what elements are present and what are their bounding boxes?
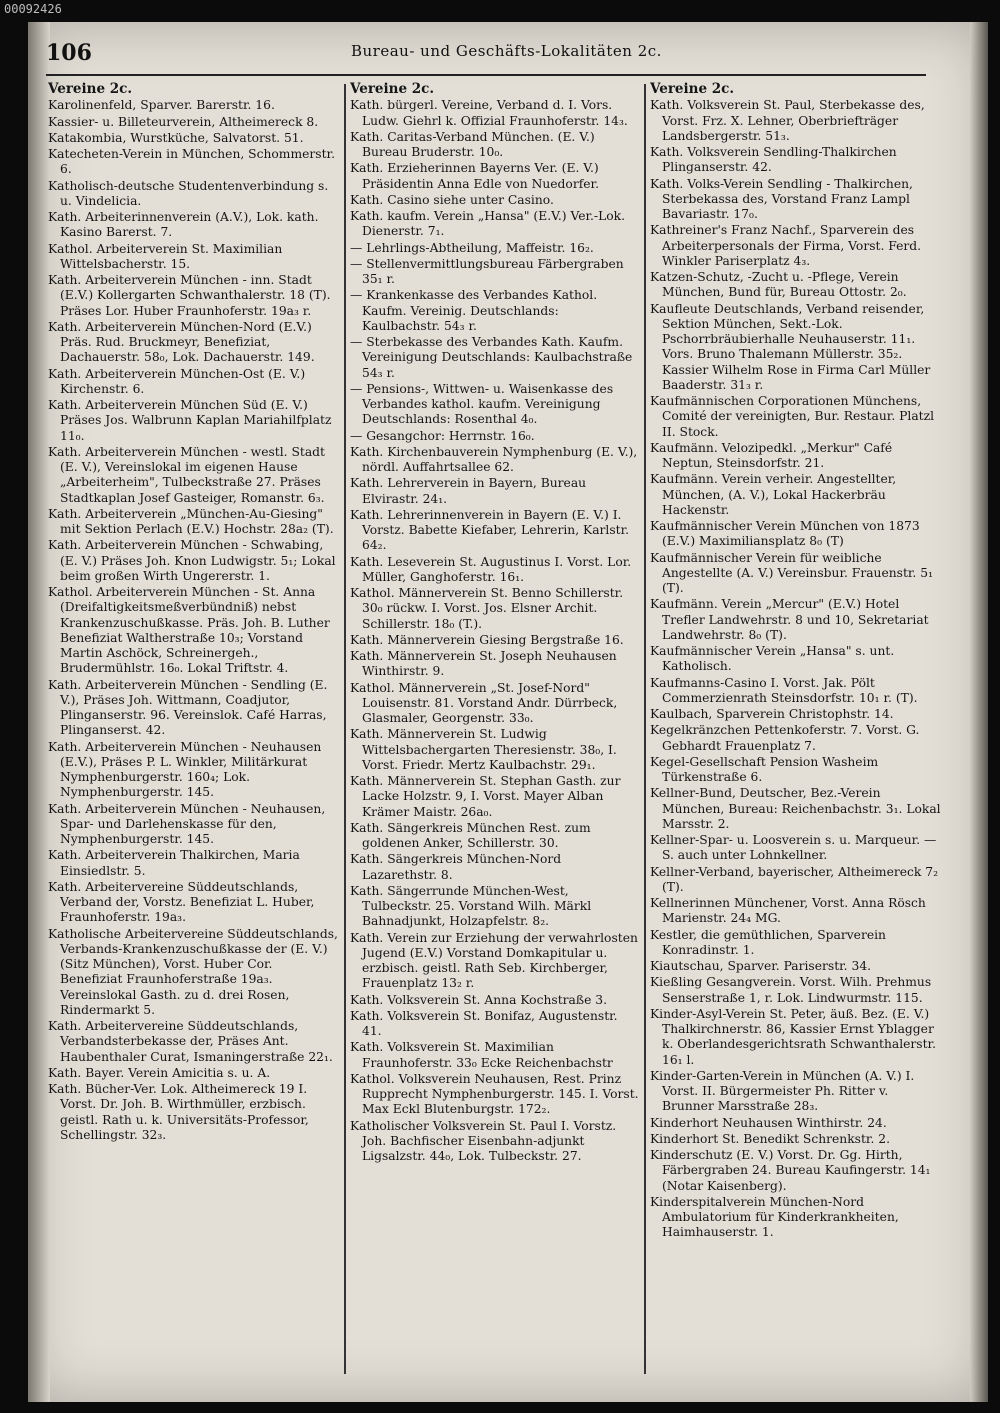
directory-entry: Kath. Männerverein St. Joseph Neuhausen Winthirstr. 9. (350, 649, 617, 679)
directory-entry: Kaufmänn. Verein verheir. Angestellter, München, (A. V.), Lokal Hackerbräu Hackenstr. (650, 472, 897, 517)
directory-entry: Kassier- u. Billeteurverein, Altheimereck 8. (48, 114, 319, 129)
directory-entry: Kath. Arbeiterverein „München-Au-Giesing" mit Sektion Perlach (E.V.) Hochstr. 28a₂ (T). (48, 506, 334, 536)
column-1 (48, 82, 338, 1372)
directory-entry: Kathol. Arbeiterverein St. Maximilian Wittelsbacherstr. 15. (48, 241, 283, 271)
directory-entry: Kath. Arbeiterverein München - Sendling (E. V.), Präses Joh. Wittmann, Coadjutor, Plinganserstr. 96. Vereinslok. Café Harras, Plinganserst. 42. (48, 677, 328, 738)
header-rule (46, 74, 926, 76)
directory-entry: Kath. Arbeiterverein München - westl. Stadt (E. V.), Vereinslokal im eigenen Hause „Arbeiterheim", Tulbeckstraße 27. Präses Stadtkaplan Josef Gasteiger, Romanstr. 6₃. (48, 444, 325, 505)
directory-entry: Kath. Volksverein St. Paul, Sterbekasse des, Vorst. Frz. X. Lehner, Oberbriefträger Landsbergerstr. 51₃. (650, 98, 925, 143)
directory-entry: Kaufmännischen Corporationen Münchens, Comité der vereinigten, Bur. Restaur. Platzl II. Stock. (650, 394, 935, 439)
column-heading: Vereine 2c. (350, 82, 435, 97)
directory-entry: Kath. Bücher-Ver. Lok. Altheimereck 19 I. Vorst. Dr. Joh. B. Wirthmüller, erzbisch. geistl. Rath u. k. Universitäts-Professor, Schellingstr. 32₃. (48, 1082, 309, 1142)
book-spine-shadow (28, 22, 50, 1402)
directory-entry: Kath. Volksverein St. Bonifaz, Augustenstr. 41. (350, 1008, 618, 1038)
directory-entry: Kinderspitalverein München-Nord Ambulatorium für Kinderkrankheiten, Haimhauserstr. 1. (650, 1194, 899, 1240)
directory-entry: — Pensions-, Wittwen- u. Waisenkasse des Verbandes kathol. kaufm. Vereinigung Deutschlands: Rosenthal 4₀. (350, 381, 614, 427)
entry-list (48, 98, 338, 1143)
directory-entry: Kegel-Gesellschaft Pension Washeim Türkenstraße 6. (650, 754, 879, 784)
entry-list (650, 98, 942, 1240)
directory-entry: Kaufmännischer Verein München von 1873 (E.V.) Maximiliansplatz 8₀ (T) (650, 519, 920, 549)
directory-entry: Katzen-Schutz, -Zucht u. -Pflege, Verein München, Bund für, Bureau Ottostr. 2₀. (650, 270, 907, 300)
directory-entry: Kath. Arbeiterverein München - Neuhausen (E.V.), Präses P. L. Winkler, Militärkurat Nymphenburgerstr. 160₄; Lok. Nymphenburgerstr. 145. (48, 739, 322, 800)
directory-entry: Katholisch-deutsche Studentenverbindung s. u. Vindelicia. (48, 178, 329, 208)
directory-entry: Kath. Arbeiterverein Thalkirchen, Maria Einsiedlstr. 5. (48, 848, 300, 878)
page-edge-strip (970, 22, 988, 1402)
directory-entry: Kath. Männerverein St. Ludwig Wittelsbachergarten Theresienstr. 38₀, I. Vorst. Friedr. Mertz Kaulbachstr. 29₁. (350, 727, 617, 772)
directory-entry: Kath. Arbeiterverein München - Neuhausen, Spar- und Darlehenskasse für den, Nymphenburgerstr. 145. (48, 801, 326, 846)
directory-entry: Kathol. Männerverein „St. Josef-Nord" Louisenstr. 81. Vorstand Andr. Dürrbeck, Glasmaler, Georgenstr. 33₀. (350, 680, 618, 725)
directory-entry: — Gesangchor: Herrnstr. 16₀. (350, 428, 535, 443)
directory-entry: Katholische Arbeitervereine Süddeutschlands, Verbands-Krankenzuschußkasse der (E. V.) (Sitz München), Vorst. Huber Cor. Benefiziat Fraunhoferstraße 19a₃. Vereinslokal Gasth. zu d. drei Rosen, Rindermarkt 5. (48, 926, 338, 1017)
directory-entry: Kathol. Arbeiterverein München - St. Anna (Dreifaltigkeitsmeßverbündniß) nebst Krankenzuschußkasse. Präs. Joh. B. Luther Benefiziat Waltherstraße 10₃; Vorstand Martin Aschöck, Schreinergeh., Brudermühlstr. 16₀. Lokal Triftstr. 4. (48, 585, 330, 676)
directory-entry: Kath. Volksverein St. Anna Kochstraße 3. (350, 992, 607, 1007)
page-number: 106 (46, 40, 92, 66)
directory-entry: Kath. Männerverein St. Stephan Gasth. zur Lacke Holzstr. 9, I. Vorst. Mayer Alban Krämer Maistr. 26a₀. (350, 774, 621, 819)
directory-entry: Kath. Leseverein St. Augustinus I. Vorst. Lor. Müller, Ganghoferstr. 16₁. (350, 554, 632, 584)
column-3 (650, 82, 942, 1372)
directory-entry: Kath. Verein zur Erziehung der verwahrlosten Jugend (E.V.) Vorstand Domkapitular u. erzbisch. geistl. Rath Seb. Kirchberger, Frauenplatz 13₂ r. (350, 930, 638, 991)
directory-entry: Kinderschutz (E. V.) Vorst. Dr. Gg. Hirth, Färbergraben 24. Bureau Kaufingerstr. 14₁ (Notar Kaisenberg). (650, 1148, 931, 1193)
directory-entry: Kinderhort St. Benedikt Schrenkstr. 2. (650, 1131, 891, 1146)
directory-entry: Kath. Caritas-Verband München. (E. V.) Bureau Bruderstr. 10₀. (350, 129, 595, 159)
directory-entry: Kath. Männerverein Giesing Bergstraße 16. (350, 632, 624, 647)
column-2 (350, 82, 640, 1372)
scan-id: 00092426 (4, 2, 62, 16)
directory-entry: Kaufmanns-Casino I. Vorst. Jak. Pölt Commerzienrath Steinsdorfstr. 10₁ r. (T). (650, 675, 918, 705)
directory-entry: Kaufmänn. Velozipedkl. „Merkur" Café Neptun, Steinsdorfstr. 21. (650, 440, 893, 470)
directory-entry: — Krankenkasse des Verbandes Kathol. Kaufm. Vereinig. Deutschlands: Kaulbachstr. 54₃ r. (350, 288, 598, 333)
directory-entry: Katecheten-Verein in München, Schommerstr. 6. (48, 147, 335, 177)
directory-entry: Kath. bürgerl. Vereine, Verband d. I. Vors. Ludw. Giehrl k. Offizial Fraunhoferstr. 14₃. (350, 98, 628, 128)
directory-entry: — Sterbekasse des Verbandes Kath. Kaufm. Vereinigung Deutschlands: Kaulbachstraße 54₃ r. (350, 335, 633, 380)
directory-entry: Kath. Sängerkreis München Rest. zum goldenen Anker, Schillerstr. 30. (350, 820, 591, 850)
directory-entry: Kath. Arbeiterverein München-Ost (E. V.) Kirchenstr. 6. (48, 366, 306, 396)
directory-entry: Kiautschau, Sparver. Pariserstr. 34. (650, 959, 872, 973)
directory-entry: Kaufleute Deutschlands, Verband reisender, Sektion München, Sekt.-Lok. Pschorrbräubierhalle Neuhauserstr. 11₁. Vors. Bruno Thalemann Müllerstr. 35₂. Kassier Wilhelm Rose in Firma Carl Müller Baaderstr. 31₃ r. (650, 301, 931, 392)
directory-entry: Kath. kaufm. Verein „Hansa" (E.V.) Ver.-Lok. Dienerstr. 7₁. (350, 209, 626, 239)
directory-entry: Kegelkränzchen Pettenkoferstr. 7. Vorst. G. Gebhardt Frauenplatz 7. (650, 723, 920, 753)
column-divider (344, 84, 346, 1374)
directory-entry: Kellner-Verband, bayerischer, Altheimereck 7₂ (T). (650, 864, 939, 894)
directory-entry: Katakombia, Wurstküche, Salvatorst. 51. (48, 130, 304, 145)
directory-entry: Kathol. Männerverein St. Benno Schillerstr. 30₀ rückw. I. Vorst. Jos. Elsner Archit. Schillerstr. 18₀ (T.). (350, 586, 624, 631)
directory-entry: Kinder-Garten-Verein in München (A. V.) I. Vorst. II. Bürgermeister Ph. Ritter v. Brunner Marsstraße 28₃. (650, 1068, 915, 1114)
directory-entry: Kathol. Volksverein Neuhausen, Rest. Prinz Rupprecht Nymphenburgerstr. 145. I. Vorst. Max Eckl Blutenburgstr. 172₂. (350, 1071, 639, 1117)
directory-entry: Kaufmänn. Verein „Mercur" (E.V.) Hotel Trefler Landwehrstr. 8 und 10, Sekretariat Landwehrstr. 8₀ (T). (650, 597, 929, 642)
directory-entry: Katholischer Volksverein St. Paul I. Vorstz. Joh. Bachfischer Eisenbahn-adjunkt Ligsalzstr. 44₀, Lok. Tulbeckstr. 27. (350, 1118, 617, 1163)
directory-entry: Kath. Arbeiterinnenverein (A.V.), Lok. kath. Kasino Barerst. 7. (48, 210, 319, 240)
directory-entry: Kath. Kirchenbauverein Nymphenburg (E. V.), nördl. Auffahrtsallee 62. (350, 444, 638, 474)
directory-entry: Kath. Bayer. Verein Amicitia s. u. A. (48, 1065, 271, 1080)
directory-entry: Kathreiner's Franz Nachf., Sparverein des Arbeiterpersonals der Firma, Vorst. Ferd. Winkler Pariserplatz 4₃. (650, 223, 922, 268)
directory-entry: Karolinenfeld, Sparver. Barerstr. 16. (48, 98, 275, 113)
directory-entry: Kath. Arbeitervereine Süddeutschlands, Verbandsterbekasse der, Präses Ant. Haubenthaler Curat, Ismaningerstraße 22₁. (48, 1019, 333, 1064)
directory-entry: Kießling Gesangverein. Vorst. Wilh. Prehmus Senserstraße 1, r. Lok. Lindwurmstr. 115. (650, 975, 932, 1005)
directory-entry: Kath. Arbeiterverein München - Schwabing, (E. V.) Präses Joh. Knon Ludwigstr. 5₁; Lokal beim großen Wirth Ungererstr. 1. (48, 538, 336, 583)
directory-entry: Kaulbach, Sparverein Christophstr. 14. (650, 707, 894, 721)
entry-list (350, 98, 640, 1164)
column-heading: Vereine 2c. (650, 82, 735, 97)
directory-entry: Kath. Volksverein Sendling-Thalkirchen Plinganserstr. 42. (650, 145, 897, 175)
directory-entry: Kath. Erzieherinnen Bayerns Ver. (E. V.) Präsidentin Anna Edle von Nuedorfer. (350, 161, 599, 191)
directory-entry: Kinderhort Neuhausen Winthirstr. 24. (650, 1115, 887, 1130)
directory-entry: Kath. Casino siehe unter Casino. (350, 192, 554, 207)
directory-entry: — Lehrlings-Abtheilung, Maffeistr. 16₂. (350, 240, 594, 255)
directory-entry: Kinder-Asyl-Verein St. Peter, äuß. Bez. (E. V.) Thalkirchnerstr. 86, Kassier Ernst Yblagger k. Oberlandesgerichtsrath Schwanthalerstr. 16₁ l. (650, 1006, 936, 1067)
column-heading: Vereine 2c. (48, 82, 133, 97)
page-header (46, 40, 926, 72)
column-divider (644, 84, 646, 1374)
directory-entry: Kath. Sängerkreis München-Nord Lazarethstr. 8. (350, 852, 562, 882)
directory-entry: Kestler, die gemüthlichen, Sparverein Konradinstr. 1. (650, 927, 886, 957)
directory-entry: Kath. Sängerrunde München-West, Tulbeckstr. 25. Vorstand Wilh. Märkl Bahnadjunkt, Holzapfelstr. 8₂. (350, 883, 592, 929)
directory-entry: Kath. Arbeiterverein München-Nord (E.V.) Präs. Rud. Bruckmeyr, Benefiziat, Dachauerstr. 58₀, Lok. Dachauerstr. 149. (48, 319, 315, 365)
directory-entry: Kath. Arbeiterverein München - inn. Stadt (E.V.) Kollergarten Schwanthalerstr. 18 (T). Präses Lor. Huber Fraunhoferstr. 19a₃ r. (48, 273, 331, 318)
directory-entry: Kath. Volks-Verein Sendling - Thalkirchen, Sterbekassa des, Vorstand Franz Lampl Bavariastr. 17₀. (650, 176, 913, 221)
directory-entry: Kath. Arbeitervereine Süddeutschlands, Verband der, Vorstz. Benefiziat L. Huber, Fraunhoferstr. 19a₃. (48, 879, 315, 925)
directory-entry: Kellnerinnen Münchener, Vorst. Anna Rösch Marienstr. 24₄ MG. (650, 896, 926, 926)
directory-entry: Kellner-Spar- u. Loosverein s. u. Marqueur. — S. auch unter Lohnkellner. (650, 833, 937, 863)
directory-entry: Kath. Volksverein St. Maximilian Fraunhoferstr. 33₀ Ecke Reichenbachstr (350, 1040, 613, 1070)
directory-entry: Kath. Lehrerinnenverein in Bayern (E. V.) I. Vorstz. Babette Kiefaber, Lehrerin, Karlstr. 64₂. (350, 507, 630, 553)
running-head: Bureau- und Geschäfts-Lokalitäten 2c. (351, 42, 662, 60)
directory-entry: Kaufmännischer Verein für weibliche Angestellte (A. V.) Vereinsbur. Frauenstr. 5₁ (T). (650, 550, 934, 595)
directory-entry: Kath. Lehrerverein in Bayern, Bureau Elvirastr. 24₁. (350, 476, 587, 506)
directory-entry: Kath. Arbeiterverein München Süd (E. V.) Präses Jos. Walbrunn Kaplan Mariahilfplatz 11₀. (48, 398, 332, 443)
directory-entry: Kaufmännischer Verein „Hansa" s. unt. Katholisch. (650, 644, 895, 674)
directory-entry: Kellner-Bund, Deutscher, Bez.-Verein München, Bureau: Reichenbachstr. 3₁. Lokal Marsstr. 2. (650, 786, 941, 831)
directory-entry: — Stellenvermittlungsbureau Färbergraben 35₁ r. (350, 256, 624, 286)
